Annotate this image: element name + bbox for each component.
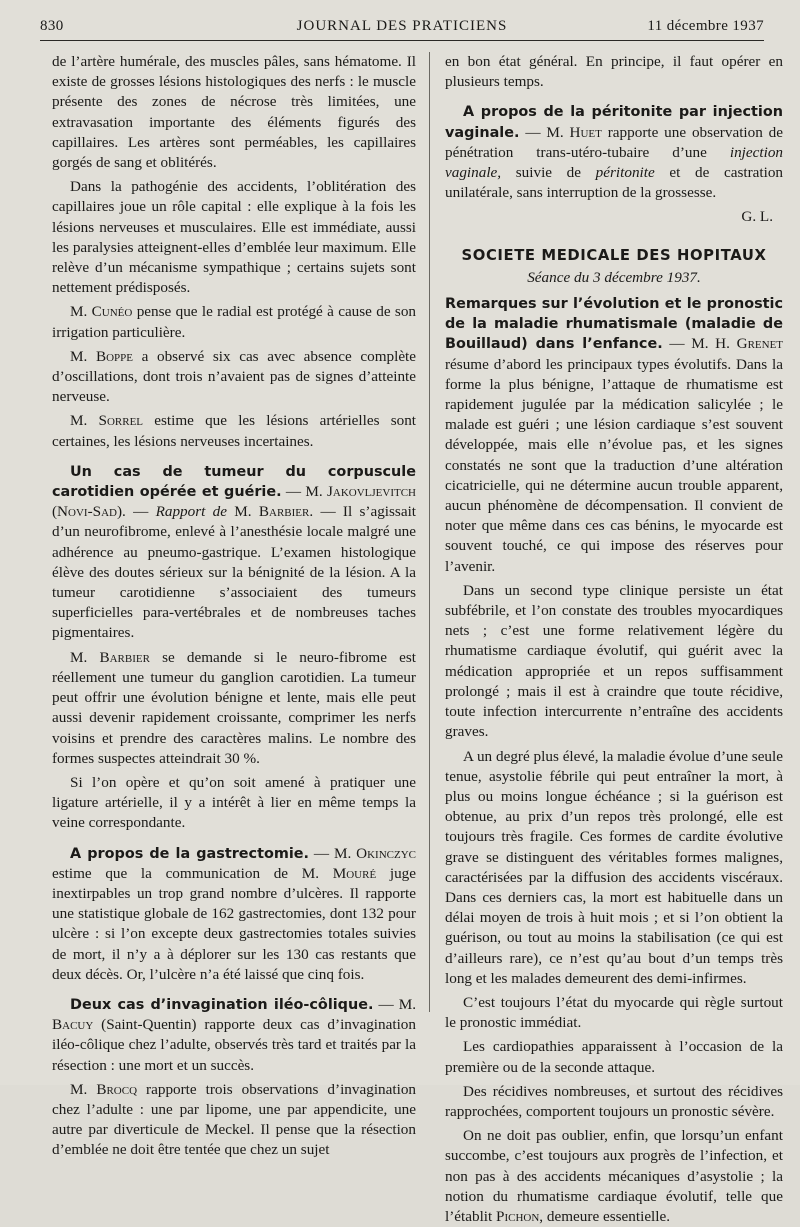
paragraph: M. Sorrel estime que les lésions artérielles sont certaines, les lésions nerveuses incertaines. xyxy=(52,412,417,450)
column-divider xyxy=(429,52,430,1012)
paragraph: C’est toujours l’état du myocarde qui règle surtout le pronostic immédiat. xyxy=(445,993,783,1032)
society-heading: SOCIETE MEDICALE DES HOPITAUX xyxy=(461,246,767,264)
paragraph: M. Cunéo pense que le radial est protégé à cause de son irrigation particulière. xyxy=(52,303,417,341)
signature: G. L. xyxy=(741,208,773,226)
left-column xyxy=(52,52,417,1159)
author-name: Boppe xyxy=(95,347,133,365)
journal-title: JOURNAL DES PRATICIENS xyxy=(296,18,508,34)
author-name: Cunéo xyxy=(91,303,133,321)
paragraph: en bon état général. En principe, il faut opérer en plusieurs temps. xyxy=(445,53,783,91)
paragraph: Les cardiopathies apparaissent à l’occasion de la première ou de la seconde attaque. xyxy=(445,1038,783,1076)
session-date: Séance du 3 décembre 1937. xyxy=(527,268,701,286)
issue-date: 11 décembre 1937 xyxy=(647,18,764,34)
paragraph: M. Brocq rapporte trois observations d’invagination chez l’adulte : une par lipome, une par appendicite, une autre par diverticule de Meckel. Il pense que la résection d’emblée ne doit être tentée que chez un sujet xyxy=(52,1080,417,1159)
section-gastrectomie: A propos de la gastrectomie. — M. Okinczyc estime que la communication de M. Mouré juge inextirpables un trop grand nombre d’ulcères. Il rapporte une statistique globale de 162 gastrectomies, dont 132 pour ulcère : si l’on excepte deux gastrectomies totales suivies de mort, il n’y a à déplorer sur les 130 cas restants que deux décès. Or, l’ulcère n’a été laissé que cinq fois. xyxy=(52,844,417,983)
section-title: A propos de la gastrectomie. xyxy=(70,845,310,862)
paragraph: A un degré plus élevé, la maladie évolue d’une seule tenue, asystolie fébrile qui peut entraîner la mort, à plus ou moins longue échéance ; si la guérison est obtenue, au prix d’un repos très prolongé, elle est toujours très fragile. Ces formes de cardite évolutive grave se distinguent des véritables formes malignes, caractérisées par la diffusion des accidents viscéraux. Dans ces derniers cas, la mort est habituelle dans un délai moyen de trois à huit mois ; et si l’on obtient la guérison, ou tout au moins la stabilisation (ce qui est d’ailleurs rare), ce n’est qu’au bout d’un temps très long et les malades demeurent des demi-infirmes. xyxy=(445,747,783,987)
page-number: 830 xyxy=(40,18,64,34)
author-name: Sorrel xyxy=(98,412,144,430)
section-peritonite: A propos de la péritonite par injection vaginale. — M. Huet rapporte une observation de pénétration trans-utéro-tubaire d’une injection vaginale, suivie de péritonite et de castration unilatérale, sans interruption de la grossesse. xyxy=(445,104,784,202)
section-title: Remarques sur l’évolution et le pronostic de la maladie rhumatismale (maladie de Bouillaud) dans l’enfance. xyxy=(445,296,783,353)
paragraph: de l’artère humérale, des muscles pâles, sans hématome. Il existe de grosses lésions histologiques des nerfs : le muscle présente des zones de nécrose très limitées, une extravasation importante des éléments figurés des capillaires. Les artères sont perméables, les capillaires gorgés de sang et oblitérés. xyxy=(52,53,416,172)
section-title: Deux cas d’invagination iléo-côlique. xyxy=(70,996,374,1013)
paragraph: Dans la pathogénie des accidents, l’oblitération des capillaires joue un rôle capital : elle explique à la fois les lésions nerveuses et musculaires. Elle est immédiate, aussi les paralysies atteignent-elles d’emblée leur maximum. Elle relève d’un mécanisme sympathique ; certains sujets sont nettement prédisposés. xyxy=(52,178,416,297)
author-name: Brocq xyxy=(96,1080,138,1098)
section-rhumatisme: Remarques sur l’évolution et le pronostic de la maladie rhumatismale (maladie de Bouillaud) dans l’enfance. — M. H. Grenet résume d’abord les principaux types évolutifs. Dans la forme la plus bénigne, l’attaque de rhumatisme est rapidement jugulée par la médication salicylée ; le malade est guéri ; une lésion cardiaque s’est souvent développée, mais elle n’évolue pas, et les signes constatés ne sont que la traduction d’une altération cicatricielle, qui ne détermine aucun trouble apparent, aucun phénomène de décompensation. Il convient de noter que même dans ces cas bénins, le myocarde est souvent touché, ce qui impose des réserves pour l’avenir. xyxy=(445,296,784,575)
author-name: Barbier xyxy=(99,648,150,666)
page-header xyxy=(40,14,764,41)
paragraph: M. Barbier se demande si le neuro-fibrome est réellement une tumeur du ganglion carotidien. La tumeur peut offrir une évolution bénigne et lente, mais elle peut aussi devenir rapidement croissante, comprimer les nerfs voisins et prendre des caractères malins. Le nombre des formes suspectes atteindrait 30 %. xyxy=(52,648,416,767)
paragraph: M. Boppe a observé six cas avec absence complète d’oscillations, dont trois n’avaient pas de signes d’atteinte nerveuse. xyxy=(52,347,417,406)
paragraph: Si l’on opère et qu’on soit amené à pratiquer une ligature artérielle, il y a intérêt à lier en même temps la veine correspondante. xyxy=(52,773,416,832)
paragraph: On ne doit pas oublier, enfin, que lorsqu’un enfant succombe, c’est toujours aux progrès de l’infection, et non pas à des accidents mécaniques d’asystolie ; la notion du rhumatisme cardiaque évolutif, telle que l’établit Pichon, demeure essentielle. xyxy=(445,1127,783,1225)
section-invagination: Deux cas d’invagination iléo-côlique. — M. Bacuy (Saint-Quentin) rapporte deux cas d’invagination iléo-côlique chez l’adulte, observés très tard et traités par la résection : une mort et un succès. xyxy=(52,995,417,1074)
paragraph: Dans un second type clinique persiste un état subfébrile, et l’on constate des troubles myocardiques nets ; c’est une forme relativement légère du rhumatisme cardiaque évolutif, qui guérit avec la médication appropriée et un repos suffisamment prolongé ; mais il est à craindre que toute récidive, toute infection intercurrente n’entraîne des accidents graves. xyxy=(445,581,783,741)
section-tumeur-carotidien: Un cas de tumeur du corpuscule carotidien opérée et guérie. — M. Jakovljevitch (Novi-Sad). — Rapport de M. Barbier. — Il s’agissait d’un neurofibrome, enlevé à l’anesthésie locale malgré une adhérence au pneumo-gastrique. L’examen histologique élève des doutes sérieux sur la bénignité de la lésion. A la tumeur carotidienne s’associaient des tumeurs superficielles para-vertébrales et de nombreuses taches pigmentaires. xyxy=(52,463,417,642)
paragraph: Des récidives nombreuses, et surtout des récidives rapprochées, comportent toujours un pronostic sévère. xyxy=(445,1082,783,1120)
section-title: Un cas de tumeur du corpuscule carotidien opérée et guérie. xyxy=(52,463,416,501)
right-column xyxy=(445,52,784,1225)
section-title: A propos de la péritonite par injection vaginale. xyxy=(445,104,783,141)
